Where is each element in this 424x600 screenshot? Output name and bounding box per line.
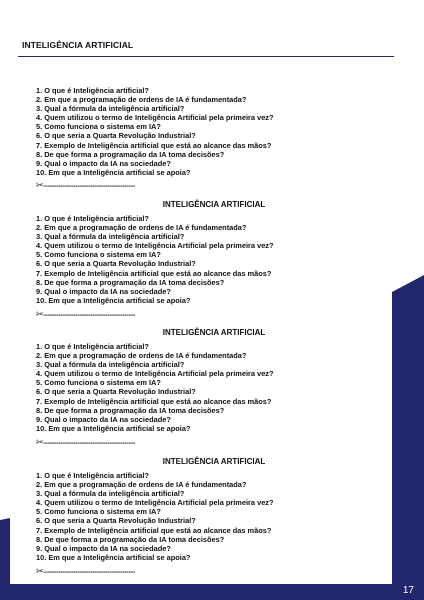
- question-item: 1. O que é Inteligência artificial?: [36, 471, 149, 480]
- question-list: [36, 214, 376, 305]
- question-item: 7. Exemplo de Inteligência artificial que está ao alcance das mãos?: [36, 525, 272, 535]
- question-item: 3. Qual a fórmula da inteligência artificial?: [36, 360, 185, 370]
- question-item: 4. Quem utilizou o termo de Inteligência Artificial pela primeira vez?: [36, 369, 274, 379]
- question-item: 6. O que seria a Quarta Revolução Industrial?: [36, 131, 196, 141]
- question-item: 8. De que forma a programação da IA toma decisões?: [36, 534, 225, 544]
- question-item: 6. O que seria a Quarta Revolução Industrial?: [36, 259, 196, 269]
- question-item: 9. Qual o impacto da IA na sociedade?: [36, 158, 171, 168]
- header-rule: [18, 56, 394, 57]
- question-item: 1. O que é Inteligência artificial?: [36, 342, 149, 351]
- cut-line-3: [36, 437, 135, 448]
- question-item: 5. Como funciona o sistema em IA?: [36, 250, 161, 260]
- question-item: 10. Em que a Inteligência artificial se apoia?: [36, 295, 191, 305]
- page-number: 17: [402, 585, 414, 596]
- cut-line-4: [36, 566, 135, 577]
- scissors-icon: ✂: [36, 309, 44, 319]
- cut-dashes: -------------------------------------------: [43, 183, 135, 190]
- cut-dashes: -------------------------------------------: [43, 440, 135, 447]
- question-item: 7. Exemplo de Inteligência artificial que está ao alcance das mãos?: [36, 140, 272, 150]
- header-title: INTELIGÊNCIA ARTIFICIAL: [22, 40, 134, 50]
- section-title: INTELIGÊNCIA ARTIFICIAL: [162, 328, 266, 337]
- question-item: 8. De que forma a programação da IA toma decisões?: [36, 405, 225, 415]
- question-item: 1. O que é Inteligência artificial?: [36, 214, 149, 223]
- question-item: 2. Em que a programação de ordens de IA é fundamentada?: [36, 480, 247, 490]
- question-block-2: [36, 200, 376, 305]
- question-item: 5. Como funciona o sistema em IA?: [36, 122, 161, 132]
- question-item: 5. Como funciona o sistema em IA?: [36, 378, 161, 388]
- question-item: 3. Qual a fórmula da inteligência artificial?: [36, 104, 185, 114]
- question-list: [36, 342, 376, 433]
- question-item: 8. De que forma a programação da IA toma decisões?: [36, 277, 225, 287]
- question-item: 10. Em que a Inteligência artificial se apoia?: [36, 552, 191, 562]
- question-item: 9. Qual o impacto da IA na sociedade?: [36, 286, 171, 296]
- question-item: 5. Como funciona o sistema em IA?: [36, 507, 161, 517]
- section-title: INTELIGÊNCIA ARTIFICIAL: [162, 457, 266, 466]
- question-list: [36, 86, 376, 177]
- cut-line-2: [36, 309, 135, 320]
- question-item: 4. Quem utilizou o termo de Inteligência Artificial pela primeira vez?: [36, 241, 274, 251]
- question-item: 4. Quem utilizou o termo de Inteligência Artificial pela primeira vez?: [36, 113, 274, 123]
- question-item: 2. Em que a programação de ordens de IA é fundamentada?: [36, 351, 247, 361]
- question-item: 2. Em que a programação de ordens de IA é fundamentada?: [36, 95, 247, 105]
- question-item: 4. Quem utilizou o termo de Inteligência Artificial pela primeira vez?: [36, 498, 274, 508]
- question-item: 6. O que seria a Quarta Revolução Industrial?: [36, 516, 196, 526]
- cut-dashes: -------------------------------------------: [43, 312, 135, 319]
- question-item: 2. Em que a programação de ordens de IA é fundamentada?: [36, 223, 247, 233]
- question-item: 1. O que é Inteligência artificial?: [36, 86, 149, 95]
- question-item: 9. Qual o impacto da IA na sociedade?: [36, 543, 171, 553]
- cut-line-1: [36, 180, 135, 191]
- question-item: 3. Qual a fórmula da inteligência artificial?: [36, 489, 185, 499]
- question-list: [36, 471, 376, 562]
- question-block-1: [36, 86, 376, 177]
- question-item: 7. Exemplo de Inteligência artificial que está ao alcance das mãos?: [36, 268, 272, 278]
- question-item: 10. Em que a Inteligência artificial se apoia?: [36, 423, 191, 433]
- section-title: INTELIGÊNCIA ARTIFICIAL: [162, 200, 266, 209]
- question-item: 8. De que forma a programação da IA toma decisões?: [36, 149, 225, 159]
- question-item: 6. O que seria a Quarta Revolução Industrial?: [36, 387, 196, 397]
- question-block-4: [36, 457, 376, 562]
- question-item: 3. Qual a fórmula da inteligência artificial?: [36, 232, 185, 242]
- cut-dashes: -------------------------------------------: [43, 569, 135, 576]
- question-item: 9. Qual o impacto da IA na sociedade?: [36, 414, 171, 424]
- scissors-icon: ✂: [36, 566, 44, 576]
- scissors-icon: ✂: [36, 180, 44, 190]
- question-item: 10. Em que a Inteligência artificial se apoia?: [36, 167, 191, 177]
- question-block-3: [36, 328, 376, 433]
- question-item: 7. Exemplo de Inteligência artificial que está ao alcance das mãos?: [36, 396, 272, 406]
- scissors-icon: ✂: [36, 437, 44, 447]
